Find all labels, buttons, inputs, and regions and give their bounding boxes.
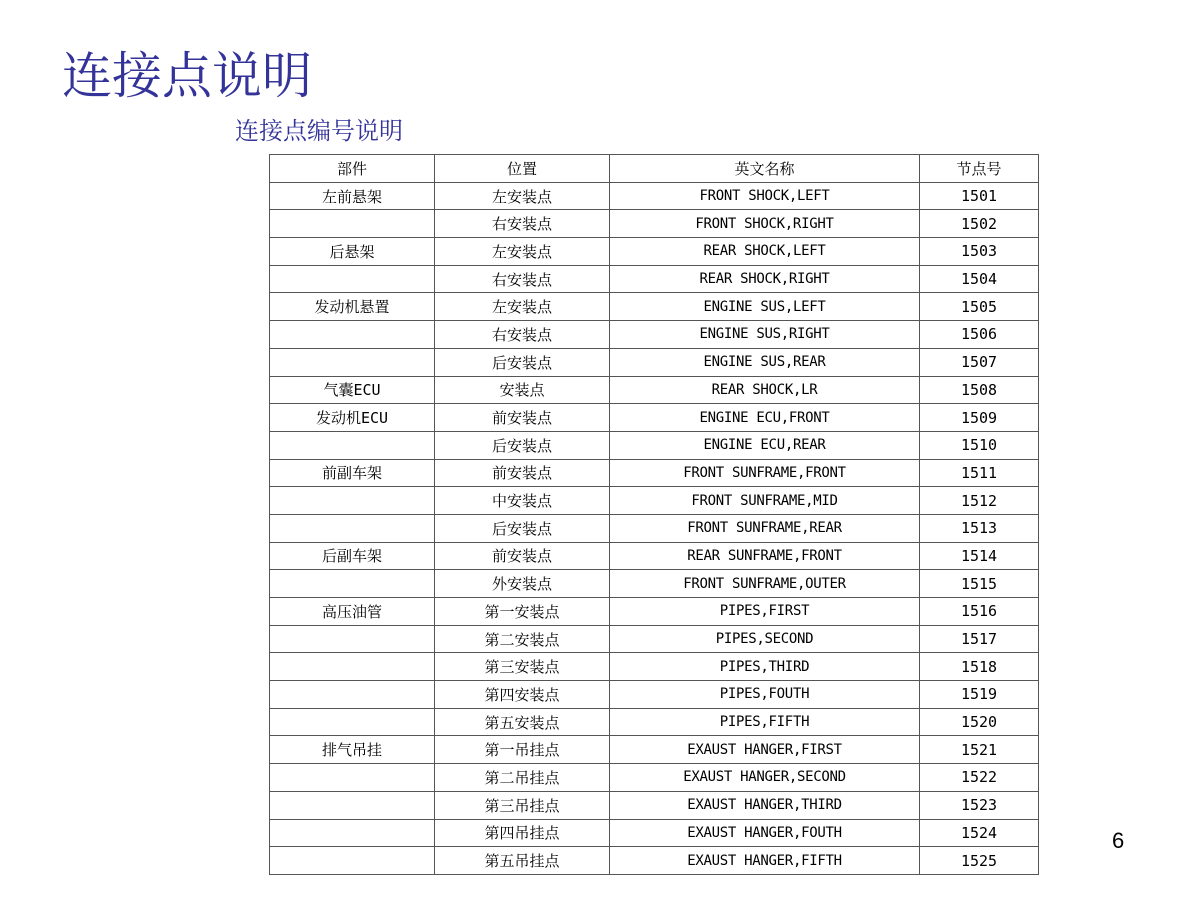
- cell-english-name: FRONT SUNFRAME,REAR: [610, 514, 920, 542]
- cell-component: 前副车架: [270, 459, 435, 487]
- cell-node-number: 1503: [920, 238, 1039, 266]
- cell-position: 第二吊挂点: [435, 764, 610, 792]
- table-row: [270, 653, 1039, 681]
- cell-component: [270, 321, 435, 349]
- cell-english-name: REAR SHOCK,LEFT: [610, 238, 920, 266]
- cell-position: 前安装点: [435, 404, 610, 432]
- cell-component: [270, 847, 435, 875]
- cell-position: 前安装点: [435, 459, 610, 487]
- cell-node-number: 1521: [920, 736, 1039, 764]
- cell-node-number: 1518: [920, 653, 1039, 681]
- cell-node-number: 1524: [920, 819, 1039, 847]
- cell-node-number: 1515: [920, 570, 1039, 598]
- cell-component: 高压油管: [270, 598, 435, 626]
- cell-english-name: EXAUST HANGER,FIFTH: [610, 847, 920, 875]
- cell-english-name: REAR SHOCK,LR: [610, 376, 920, 404]
- cell-english-name: REAR SHOCK,RIGHT: [610, 265, 920, 293]
- cell-node-number: 1504: [920, 265, 1039, 293]
- table-row: [270, 348, 1039, 376]
- table-row: [270, 736, 1039, 764]
- table-row: [270, 404, 1039, 432]
- cell-position: 第二安装点: [435, 625, 610, 653]
- table-row: [270, 819, 1039, 847]
- cell-english-name: FRONT SHOCK,RIGHT: [610, 210, 920, 238]
- cell-position: 左安装点: [435, 238, 610, 266]
- cell-node-number: 1509: [920, 404, 1039, 432]
- table-row: [270, 764, 1039, 792]
- cell-component: [270, 265, 435, 293]
- table-body: [270, 182, 1039, 874]
- connection-points-table: [269, 154, 1039, 875]
- cell-english-name: FRONT SUNFRAME,FRONT: [610, 459, 920, 487]
- cell-node-number: 1516: [920, 598, 1039, 626]
- cell-english-name: REAR SUNFRAME,FRONT: [610, 542, 920, 570]
- cell-position: 右安装点: [435, 210, 610, 238]
- cell-node-number: 1512: [920, 487, 1039, 515]
- table-row: [270, 791, 1039, 819]
- cell-english-name: ENGINE SUS,REAR: [610, 348, 920, 376]
- page-subtitle: 连接点编号说明: [235, 117, 403, 145]
- table-row: [270, 681, 1039, 709]
- cell-node-number: 1502: [920, 210, 1039, 238]
- cell-english-name: PIPES,THIRD: [610, 653, 920, 681]
- cell-position: 后安装点: [435, 431, 610, 459]
- cell-component: [270, 708, 435, 736]
- table-row: [270, 542, 1039, 570]
- table-row: [270, 376, 1039, 404]
- cell-position: 第五吊挂点: [435, 847, 610, 875]
- cell-component: [270, 348, 435, 376]
- table-row: [270, 708, 1039, 736]
- cell-position: 第一吊挂点: [435, 736, 610, 764]
- cell-position: 外安装点: [435, 570, 610, 598]
- cell-node-number: 1522: [920, 764, 1039, 792]
- cell-position: 后安装点: [435, 514, 610, 542]
- cell-position: 中安装点: [435, 487, 610, 515]
- cell-component: 发动机悬置: [270, 293, 435, 321]
- cell-node-number: 1523: [920, 791, 1039, 819]
- cell-english-name: FRONT SUNFRAME,MID: [610, 487, 920, 515]
- cell-english-name: ENGINE ECU,REAR: [610, 431, 920, 459]
- table-row: [270, 293, 1039, 321]
- cell-component: 后悬架: [270, 238, 435, 266]
- header-node-number: 节点号: [920, 155, 1039, 183]
- cell-english-name: ENGINE SUS,LEFT: [610, 293, 920, 321]
- cell-position: 前安装点: [435, 542, 610, 570]
- table-row: [270, 431, 1039, 459]
- cell-component: [270, 431, 435, 459]
- table-row: [270, 514, 1039, 542]
- table-row: [270, 210, 1039, 238]
- header-position: 位置: [435, 155, 610, 183]
- cell-component: [270, 819, 435, 847]
- table-row: [270, 847, 1039, 875]
- cell-node-number: 1507: [920, 348, 1039, 376]
- cell-english-name: FRONT SHOCK,LEFT: [610, 182, 920, 210]
- cell-position: 第三吊挂点: [435, 791, 610, 819]
- cell-component: 左前悬架: [270, 182, 435, 210]
- cell-component: [270, 791, 435, 819]
- cell-component: [270, 570, 435, 598]
- cell-node-number: 1525: [920, 847, 1039, 875]
- cell-component: [270, 653, 435, 681]
- table-row: [270, 459, 1039, 487]
- page-title: 连接点说明: [62, 47, 312, 105]
- cell-component: [270, 210, 435, 238]
- table-row: [270, 321, 1039, 349]
- cell-node-number: 1510: [920, 431, 1039, 459]
- table-row: [270, 487, 1039, 515]
- header-english-name: 英文名称: [610, 155, 920, 183]
- page-number: 6: [1112, 828, 1125, 853]
- cell-component: [270, 764, 435, 792]
- cell-english-name: PIPES,FIRST: [610, 598, 920, 626]
- header-component: 部件: [270, 155, 435, 183]
- cell-component: 排气吊挂: [270, 736, 435, 764]
- cell-node-number: 1513: [920, 514, 1039, 542]
- cell-component: [270, 514, 435, 542]
- cell-english-name: PIPES,SECOND: [610, 625, 920, 653]
- cell-component: [270, 487, 435, 515]
- cell-position: 第一安装点: [435, 598, 610, 626]
- cell-node-number: 1506: [920, 321, 1039, 349]
- cell-position: 左安装点: [435, 293, 610, 321]
- cell-position: 右安装点: [435, 265, 610, 293]
- cell-node-number: 1508: [920, 376, 1039, 404]
- cell-position: 安装点: [435, 376, 610, 404]
- cell-position: 第五安装点: [435, 708, 610, 736]
- table-row: [270, 265, 1039, 293]
- cell-node-number: 1501: [920, 182, 1039, 210]
- cell-node-number: 1517: [920, 625, 1039, 653]
- cell-component: 气囊ECU: [270, 376, 435, 404]
- cell-english-name: EXAUST HANGER,FIRST: [610, 736, 920, 764]
- table-header-row: [270, 155, 1039, 183]
- cell-node-number: 1505: [920, 293, 1039, 321]
- cell-position: 第三安装点: [435, 653, 610, 681]
- cell-node-number: 1520: [920, 708, 1039, 736]
- cell-english-name: ENGINE SUS,RIGHT: [610, 321, 920, 349]
- cell-position: 右安装点: [435, 321, 610, 349]
- cell-english-name: EXAUST HANGER,SECOND: [610, 764, 920, 792]
- cell-node-number: 1511: [920, 459, 1039, 487]
- cell-component: 后副车架: [270, 542, 435, 570]
- cell-english-name: FRONT SUNFRAME,OUTER: [610, 570, 920, 598]
- table-row: [270, 625, 1039, 653]
- table-row: [270, 238, 1039, 266]
- cell-english-name: ENGINE ECU,FRONT: [610, 404, 920, 432]
- cell-english-name: PIPES,FOUTH: [610, 681, 920, 709]
- cell-position: 第四安装点: [435, 681, 610, 709]
- cell-component: [270, 625, 435, 653]
- connection-points-table-container: [269, 154, 1038, 875]
- cell-english-name: EXAUST HANGER,FOUTH: [610, 819, 920, 847]
- cell-component: 发动机ECU: [270, 404, 435, 432]
- table-row: [270, 598, 1039, 626]
- cell-position: 第四吊挂点: [435, 819, 610, 847]
- table-row: [270, 182, 1039, 210]
- table-row: [270, 570, 1039, 598]
- cell-component: [270, 681, 435, 709]
- cell-node-number: 1519: [920, 681, 1039, 709]
- cell-english-name: EXAUST HANGER,THIRD: [610, 791, 920, 819]
- cell-node-number: 1514: [920, 542, 1039, 570]
- cell-position: 左安装点: [435, 182, 610, 210]
- cell-position: 后安装点: [435, 348, 610, 376]
- cell-english-name: PIPES,FIFTH: [610, 708, 920, 736]
